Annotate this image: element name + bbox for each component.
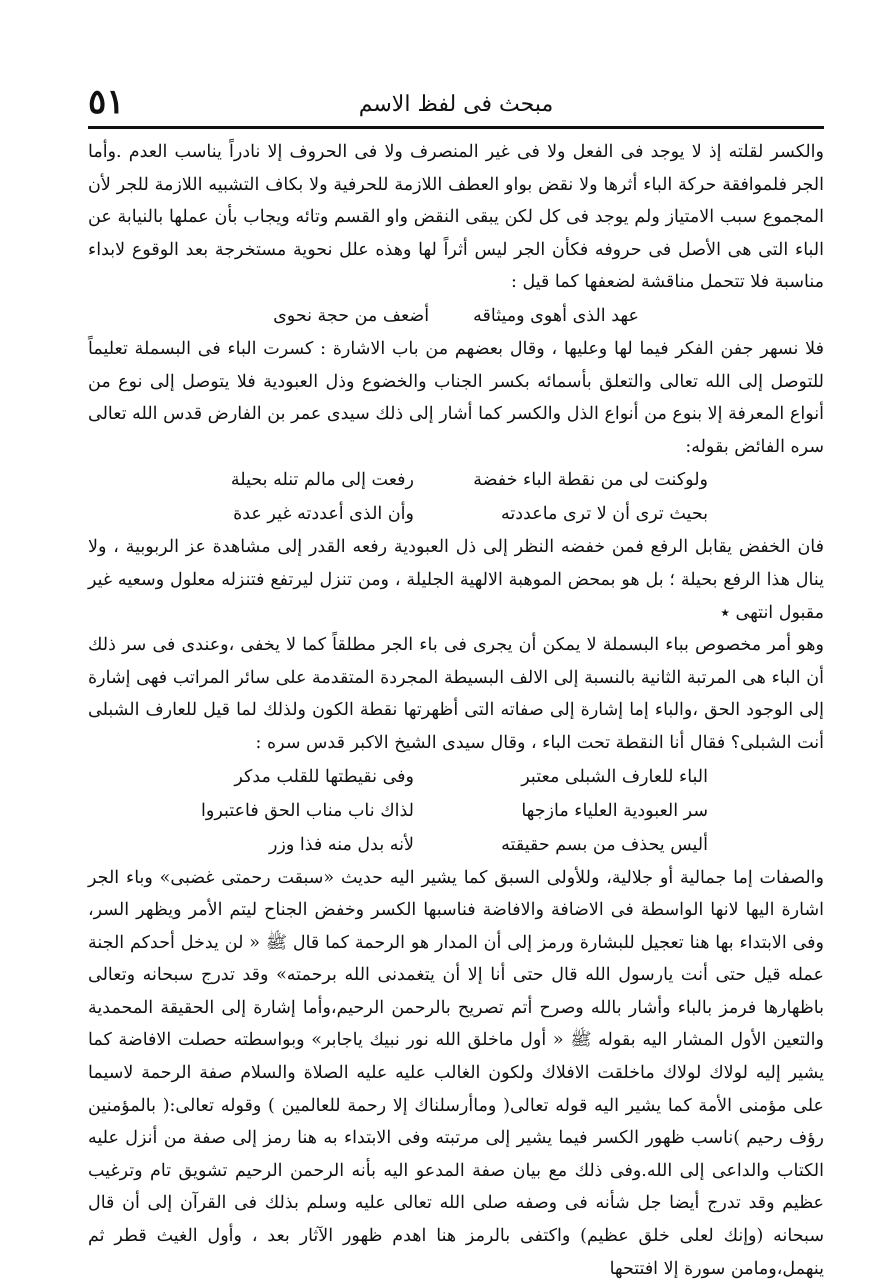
verse-line: [88, 497, 824, 531]
body-text: [88, 136, 824, 1285]
verse-hemistich: الباء للعارف الشبلى معتبر: [458, 760, 708, 794]
running-title: مبحث فى لفظ الاسم: [88, 90, 824, 120]
verse-hemistich: أضعف من حجة نحوى: [273, 299, 429, 333]
verse-hemistich: سر العبودية العلياء مازجها: [458, 794, 708, 828]
verse-line: [88, 794, 824, 828]
paragraph: فان الخفض يقابل الرفع فمن خفضه النظر إلى ذل العبودية رفعه القدر إلى مشاهدة عز الربوبية ، ولا ينال هذا الرفع بحيلة ؛ بل هو بمحض الموهبة الالهية الجليلة ، ومن تنزل ليرتفع فتنزله معلول وسعيه غير مقبول انتهى ٭: [88, 531, 824, 629]
verse-line: [88, 463, 824, 497]
paragraph: فلا نسهر جفن الفكر فيما لها وعليها ، وقال بعضهم من باب الاشارة : كسرت الباء فى البسملة تعليماً للتوصل إلى الله تعالى والتعلق بأسمائه بكسر الجناب والخضوع وذل العبودية فلا يتوصل إلى نوع من أنواع المعرفة إلا بنوع من أنواع الذل والكسر كما أشار إلى ذلك سيدى عمر بن الفارض قدس الله تعالى سره الفائض بقوله:: [88, 333, 824, 463]
verse-hemistich: لذاك ناب مناب الحق فاعتبروا: [204, 794, 414, 828]
paragraph: والكسر لقلته إذ لا يوجد فى الفعل ولا فى غير المنصرف ولا فى الحروف إلا نادراً يناسب العدم .وأما الجر فلموافقة حركة الباء أثرها ولا نقض بواو العطف اللازمة للحرفية ولا بكاف التشبيه اللازمة للجر لأن المجموع سبب الامتياز ولم يوجد فى كل لكن يبقى النقض واو القسم وتائه ويجاب بأن عملها بالنيابة عن الباء التى هى الأصل فى حروفه فكأن الجر ليس أثراً لها وهذه علل نحوية مستخرجة بعد الوقوع لابداء مناسبة فلا تتحمل مناقشة لضعفها كما قيل :: [88, 136, 824, 299]
verse-hemistich: لأنه بدل منه فذا وزر: [204, 828, 414, 862]
verse-line: [88, 299, 824, 333]
verse-line: [88, 828, 824, 862]
verse-hemistich: ولوكنت لى من نقطة الباء خفضة: [458, 463, 708, 497]
verse-hemistich: عهد الذى أهوى وميثاقه: [473, 299, 639, 333]
verse-hemistich: بحيث ترى أن لا ترى ماعددته: [458, 497, 708, 531]
paragraph: وهو أمر مخصوص بباء البسملة لا يمكن أن يجرى فى باء الجر مطلقاً كما لا يخفى ،وعندى فى سر ذلك أن الباء هى المرتبة الثانية بالنسبة إلى الالف البسيطة المجردة المتقدمة على سائر المراتب فهى إشارة إلى الوجود الحق ،والباء إما إشارة إلى صفاته التى أظهرتها نقطة الكون ولذلك لما قيل للعارف الشبلى أنت الشبلى؟ فقال أنا النقطة تحت الباء ، وقال سيدى الشيخ الاكبر قدس سره :: [88, 629, 824, 759]
verse-line: [88, 760, 824, 794]
verse-hemistich: أليس يحذف من بسم حقيقته: [458, 828, 708, 862]
page-header: [88, 80, 824, 128]
header-rule: [88, 126, 824, 129]
verse-hemistich: وفى نقيطتها للقلب مدكر: [204, 760, 414, 794]
page: [88, 80, 824, 1240]
verse-hemistich: وأن الذى أعددته غير عدة: [204, 497, 414, 531]
verse-hemistich: رفعت إلى مالم تنله بحيلة: [204, 463, 414, 497]
paragraph: والصفات إما جمالية أو جلالية، وللأولى السبق كما يشير اليه حديث «سبقت رحمتى غضبى» وباء الجر اشارة اليها لانها الواسطة فى الاضافة والافاضة فناسبها الكسر وخفض الجناح ليتم الأمر ويظهر السر، وفى الابتداء بها هنا تعجيل للبشارة ورمز إلى أن المدار هو الرحمة كما قال ﷺ « لن يدخل أحدكم الجنة عمله قيل حتى أنت يارسول الله قال حتى أنا إلا أن يتغمدنى الله برحمته» وقد تدرج سبحانه وتعالى باظهارها فرمز بالباء وأشار بالله وصرح أتم تصريح بالرحمن الرحيم،وأما إشارة إلى الحقيقة المحمدية والتعين الأول المشار اليه بقوله ﷺ « أول ماخلق الله نور نبيك ياجابر» وبواسطته حصلت الافاضة كما يشير إليه لولاك لولاك ماخلقت الافلاك ولكون الغالب عليه عليه الصلاة والسلام صفة الرحمة لاسيما على مؤمنى الأمة كما يشير اليه قوله تعالى( وماأرسلناك إلا رحمة للعالمين ) وقوله تعالى:( بالمؤمنين رؤف رحيم )ناسب ظهور الكسر فيما يشير إلى مرتبته وفى الابتداء به هنا رمز إلى صفة من أنزل عليه الكتاب والداعى إلى الله.وفى ذلك مع بيان صفة المدعو اليه بأنه الرحمن الرحيم تشويق تام وترغيب عظيم وقد تدرج أيضا جل شأنه فى وصفه صلى الله تعالى عليه وسلم بذلك فى القرآن إلى أن قال سبحانه (وإنك لعلى خلق عظيم) واكتفى بالرمز هنا اهدم ظهور الآثار بعد ، وأول الغيث قطر ثم ينهمل،ومامن سورة إلا افتتحها: [88, 862, 824, 1285]
page-number: ٥١: [88, 82, 125, 122]
